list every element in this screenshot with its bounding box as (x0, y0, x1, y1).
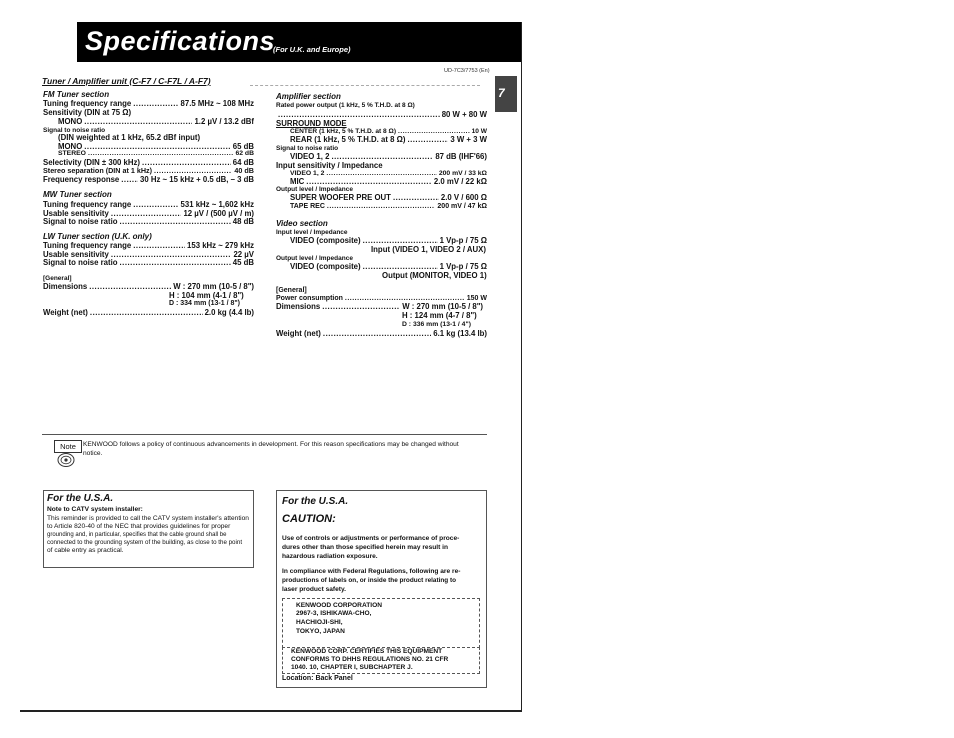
fm-row: (DIN weighted at 1 kHz, 65.2 dBf input) (58, 133, 201, 142)
amp-row: TAPE REC ..... 200 mV / 47 kΩ (290, 202, 487, 211)
amp-row: VIDEO 1, 2 ..... 200 mV / 33 kΩ (290, 169, 487, 178)
amp-row: Output level / Impedance (276, 186, 353, 193)
lw-row: Usable sensitivity ..... 22 µV (43, 250, 254, 259)
lw-heading: LW Tuner section (U.K. only) (43, 232, 152, 241)
right-border (521, 22, 522, 712)
caution-line: Use of controls or adjustments or performance of proce- (282, 535, 460, 542)
page-tab (495, 76, 517, 112)
cert-line: 1040. 10, CHAPTER I, SUBCHAPTER J. (291, 664, 413, 671)
address-line: 2967-3, ISHIKAWA-CHO, (296, 610, 372, 617)
note-badge-label: Note (60, 442, 76, 451)
fm-row: Stereo separation (DIN at 1 kHz) ..... 40 dB (43, 166, 254, 175)
cert-line: KENWOOD CORP. CERTIFIES THIS EQUIPMENT (291, 648, 443, 655)
usa-title-left: For the U.S.A. (47, 493, 114, 504)
weight-row: Weight (net) ..... 2.0 kg (4.4 lb) (43, 308, 254, 317)
general-heading: [General] (43, 275, 72, 282)
video-input-row: VIDEO (composite) ..... 1 Vp-p / 75 Ω (290, 236, 487, 245)
bottom-rule (20, 710, 522, 712)
general-heading-right: [General] (276, 287, 307, 294)
catv-line: to Article 820-40 of the NEC that provides guidelines for proper (47, 523, 231, 530)
note-rule (42, 434, 487, 435)
mw-row: Signal to noise ratio ..... 48 dB (43, 217, 254, 226)
fm-row: Signal to noise ratio (43, 127, 106, 134)
video-output-note: Output (MONITOR, VIDEO 1) (382, 271, 487, 280)
compliance-line: laser product safety. (282, 586, 347, 593)
page-title: Specifications (85, 26, 276, 56)
page-tab-number: 7 (498, 86, 505, 100)
rated-power-row: ..... 80 W + 80 W (276, 110, 487, 119)
fm-heading: FM Tuner section (43, 90, 110, 99)
fm-row: Sensitivity (DIN at 75 Ω) (43, 108, 132, 117)
surround-heading: SURROUND MODE (276, 119, 347, 128)
catv-line: of cable entry as practical. (47, 547, 124, 554)
amp-row: SUPER WOOFER PRE OUT ..... 2.0 V / 600 Ω (290, 193, 487, 202)
amp-row: MIC ..... 2.0 mV / 22 kΩ (290, 177, 487, 186)
fm-row: MONO ..... 65 dB (58, 142, 254, 151)
fm-row: MONO ..... 1.2 µV / 13.2 dBf (58, 117, 254, 126)
catv-notice-box (43, 490, 254, 568)
note-text-2: notice. (83, 450, 103, 457)
model-heading: Tuner / Amplifier unit (C-F7 / C-F7L / A-F7) (42, 76, 211, 86)
video-input-heading: Input level / Impedance (276, 229, 348, 236)
catv-line: connected to the grounding system of the building, as close to the point (47, 539, 243, 546)
header-banner (77, 22, 521, 62)
caution-heading: CAUTION: (282, 513, 336, 525)
rated-power-label: Rated power output (1 kHz, 5 % T.H.D. at 8 Ω) (276, 102, 415, 109)
dimensions-row: Dimensions ..... W : 270 mm (10-5 / 8") (43, 282, 254, 291)
dimension-d-right: D : 336 mm (13-1 / 4") (402, 321, 471, 328)
amp-row: Signal to noise ratio (276, 145, 339, 152)
mw-row: Tuning frequency range ..... 531 kHz ~ 1,602 kHz (43, 200, 254, 209)
model-rule (250, 85, 480, 86)
mw-heading: MW Tuner section (43, 190, 112, 199)
caution-line: hazardous radiation exposure. (282, 553, 378, 560)
lw-row: Signal to noise ratio ..... 45 dB (43, 258, 254, 267)
usa-title-right: For the U.S.A. (282, 496, 349, 507)
amp-row: REAR (1 kHz, 5 % T.H.D. at 8 Ω) ..... 3 W + 3 W (290, 135, 487, 144)
note-text: KENWOOD follows a policy of continuous advancements in development. For this reason specifications may be changed without (83, 441, 459, 448)
catv-line: grounding and, in particular, specifies that the cable ground shall be (47, 532, 227, 538)
video-input-note: Input (VIDEO 1, VIDEO 2 / AUX) (371, 245, 486, 254)
amp-heading: Amplifier section (276, 92, 341, 101)
cert-line: CONFORMS TO DHHS REGULATIONS NO. 21 CFR (291, 656, 449, 663)
kenwood-seal-icon (57, 452, 75, 473)
amp-row: VIDEO 1, 2 ..... 87 dB (IHF'66) (290, 152, 487, 161)
address-line: KENWOOD CORPORATION (296, 602, 382, 609)
certification-label (282, 647, 480, 674)
compliance-line: productions of labels on, or inside the product relating to (282, 577, 456, 584)
mw-row: Usable sensitivity ..... 12 µV / (500 µV / m) (43, 209, 254, 218)
video-output-row: VIDEO (composite) ..... 1 Vp-p / 75 Ω (290, 262, 487, 271)
fm-row: STEREO ..... 62 dB (58, 149, 254, 158)
caution-line: dures other than those specified herein may result in (282, 544, 448, 551)
power-row: Power consumption ..... 150 W (276, 294, 487, 303)
dimension-h: H : 104 mm (4-1 / 8") (169, 291, 244, 300)
page-subtitle: (For U.K. and Europe) (273, 45, 351, 54)
dimension-h-right: H : 124 mm (4-7 / 8") (402, 311, 477, 320)
dimensions-row-right: Dimensions ..... W : 270 mm (10-5 / 8") (276, 302, 487, 311)
fm-row: Frequency response ..... 30 Hz ~ 15 kHz + 0.5 dB, – 3 dB (43, 175, 254, 184)
amp-row: CENTER (1 kHz, 5 % T.H.D. at 8 Ω) ..... 10 W (290, 127, 487, 136)
dimension-d: D : 334 mm (13-1 / 8") (169, 300, 241, 307)
amp-row: Input sensitivity / Impedance (276, 161, 383, 170)
catv-line: This reminder is provided to call the CATV system installer's attention (47, 515, 249, 522)
catv-subhead: Note to CATV system installer: (47, 506, 143, 513)
lw-row: Tuning frequency range ..... 153 kHz ~ 279 kHz (43, 241, 254, 250)
video-output-heading: Output level / Impedance (276, 255, 353, 262)
compliance-line: In compliance with Federal Regulations, following are re- (282, 568, 461, 575)
laser-caution-box (276, 490, 487, 688)
video-heading: Video section (276, 219, 328, 228)
doc-code: UD-7C3/7753 (En) (444, 68, 490, 74)
fm-row: Tuning frequency range ..... 87.5 MHz ~ 108 MHz (43, 99, 254, 108)
weight-row-right: Weight (net) ..... 6.1 kg (13.4 lb) (276, 329, 487, 338)
fm-row: Selectivity (DIN ± 300 kHz) ..... 64 dB (43, 158, 254, 167)
address-line: HACHIOJI-SHI, (296, 619, 343, 626)
address-label (282, 598, 480, 648)
label-location: Location: Back Panel (282, 675, 353, 682)
address-line: TOKYO, JAPAN (296, 628, 345, 635)
